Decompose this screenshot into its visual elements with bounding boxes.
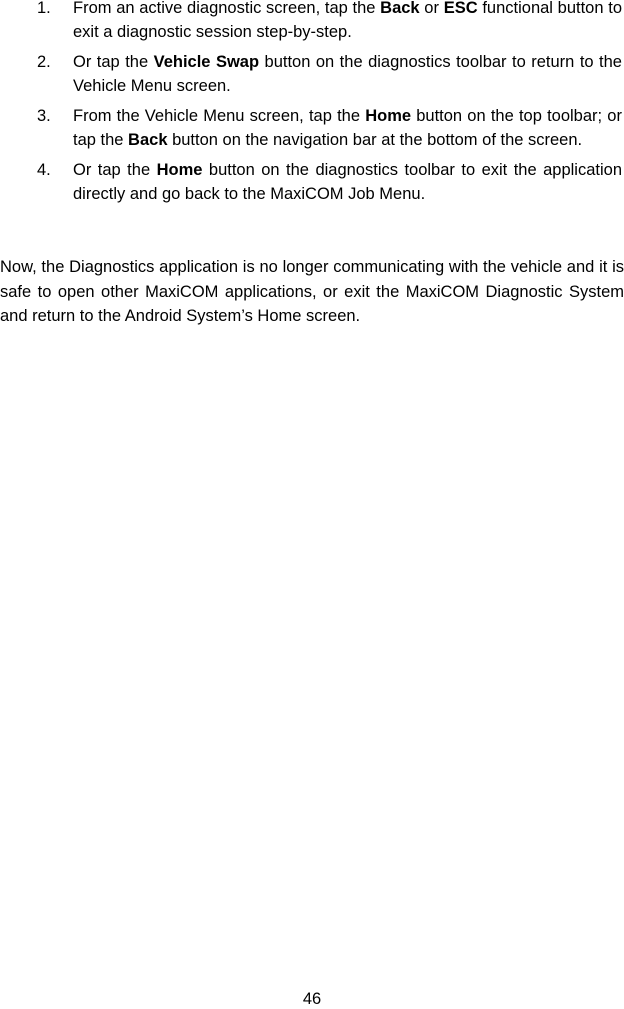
back-button-term: Back: [380, 0, 420, 17]
home-button-term: Home: [365, 107, 412, 125]
esc-button-term: ESC: [443, 0, 478, 17]
page-number: 46: [302, 990, 322, 1008]
step-text: From an active diagnostic screen, tap the Back or ESC functional button to exit a diagnostic session step-by-step.: [73, 0, 622, 41]
vehicle-swap-term: Vehicle Swap: [153, 53, 260, 71]
list-item: [37, 159, 622, 206]
step-number: 1.: [37, 0, 51, 17]
summary-paragraph: Now, the Diagnostics application is no longer communicating with the vehicle and it is safe to open other MaxiCOM applications, or exit the MaxiCOM Diagnostic System and return to the Android System’s Home screen.: [0, 258, 624, 325]
home-button-term: Home: [156, 161, 203, 179]
step-number: 3.: [37, 107, 51, 125]
step-number: 2.: [37, 53, 51, 71]
step-text: Or tap the Home button on the diagnostics toolbar to exit the application directly and go back to the MaxiCOM Job Menu.: [73, 161, 622, 203]
step-text: From the Vehicle Menu screen, tap the Home button on the top toolbar; or tap the Back button on the navigation bar at the bottom of the screen.: [73, 107, 622, 149]
step-number: 4.: [37, 161, 51, 179]
list-item: [37, 105, 622, 152]
step-text: Or tap the Vehicle Swap button on the diagnostics toolbar to return to the Vehicle Menu screen.: [73, 53, 622, 95]
list-item: [37, 51, 622, 98]
exit-steps-list: [37, 0, 622, 213]
list-item: [37, 0, 622, 44]
back-button-term: Back: [128, 130, 168, 149]
